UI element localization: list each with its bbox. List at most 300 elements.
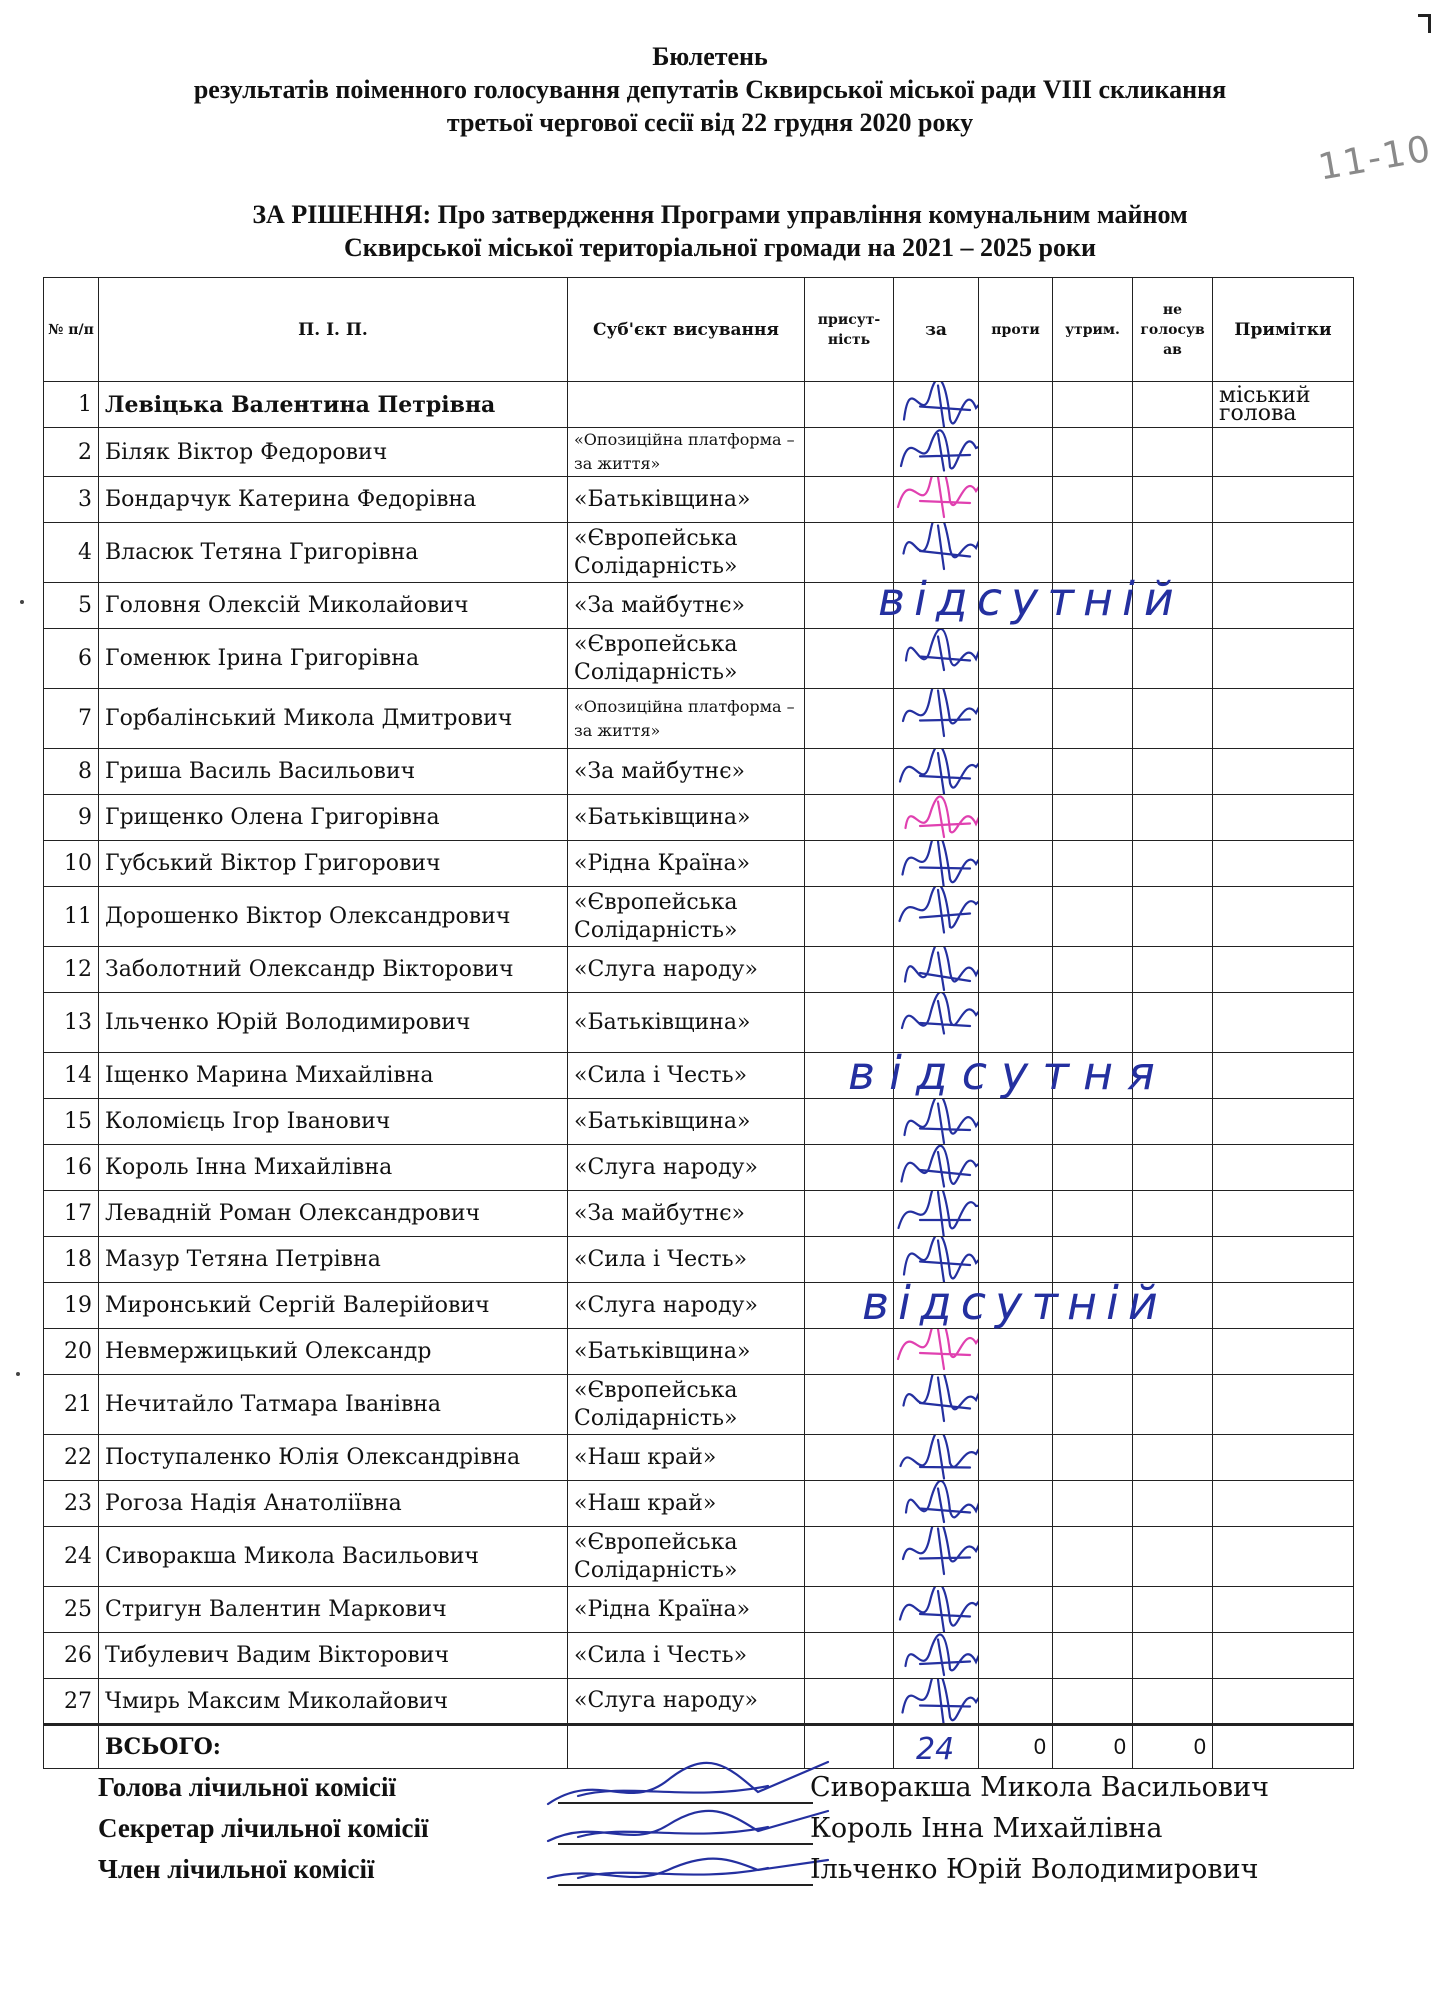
note-cell	[1213, 629, 1354, 689]
not-voted-cell	[1133, 749, 1213, 795]
not-voted-cell	[1133, 795, 1213, 841]
deputy-name: Грищенко Олена Григорівна	[99, 795, 568, 841]
signature-scribble	[894, 1375, 979, 1434]
row-number: 8	[44, 749, 99, 795]
vote-against-cell	[979, 887, 1053, 947]
total-notes-cell	[1213, 1725, 1354, 1769]
signature-scribble	[894, 382, 979, 428]
nominating-party: «Європейська Солідарність»	[568, 1527, 805, 1587]
not-voted-cell	[1133, 887, 1213, 947]
vote-for-cell	[894, 1587, 979, 1633]
absent-mark-row-14: відсутня	[848, 1046, 1169, 1100]
row-number: 21	[44, 1375, 99, 1435]
nominating-party: «Батьківщина»	[568, 477, 805, 523]
not-voted-cell	[1133, 1527, 1213, 1587]
not-voted-cell	[1133, 947, 1213, 993]
total-notvoted-value: 0	[1133, 1725, 1213, 1769]
vote-for-cell	[894, 477, 979, 523]
row-number: 15	[44, 1099, 99, 1145]
col-abstain-header: утрим.	[1053, 278, 1133, 382]
nominating-party: «Рідна Країна»	[568, 1587, 805, 1633]
table-row	[44, 1191, 1354, 1237]
note-cell	[1213, 1237, 1354, 1283]
note-cell	[1213, 749, 1354, 795]
note-cell	[1213, 1145, 1354, 1191]
nominating-party: «Сила і Честь»	[568, 1237, 805, 1283]
vote-against-cell	[979, 1481, 1053, 1527]
vote-against-cell	[979, 1527, 1053, 1587]
table-row	[44, 1099, 1354, 1145]
row-number: 13	[44, 993, 99, 1053]
row-number: 12	[44, 947, 99, 993]
table-row	[44, 1375, 1354, 1435]
vote-for-cell	[894, 1329, 979, 1375]
table-row	[44, 477, 1354, 523]
present-cell	[805, 1633, 894, 1679]
row-number: 26	[44, 1633, 99, 1679]
table-row	[44, 1633, 1354, 1679]
commission-member-name: Ільченко Юрій Володимирович	[810, 1854, 1259, 1885]
row-number: 10	[44, 841, 99, 887]
row-number: 17	[44, 1191, 99, 1237]
present-cell	[805, 1481, 894, 1527]
deputy-name: Поступаленко Юлія Олександрівна	[99, 1435, 568, 1481]
vote-against-cell	[979, 841, 1053, 887]
total-for-value: 24	[916, 1732, 955, 1767]
commission-role: Член лічильної комісії	[98, 1854, 375, 1884]
deputy-name: Стригун Валентин Маркович	[99, 1587, 568, 1633]
row-number: 23	[44, 1481, 99, 1527]
vote-against-cell	[979, 993, 1053, 1053]
table-row	[44, 428, 1354, 477]
decision-line-2: Сквирської міської територіальної громади на 2021 – 2025 роки	[344, 233, 1096, 262]
vote-for-cell	[894, 1633, 979, 1679]
signature-scribble	[894, 1435, 979, 1481]
bulletin-title: Бюлетень	[652, 42, 768, 71]
nominating-party: «Рідна Країна»	[568, 841, 805, 887]
deputy-name: Сиворакша Микола Васильович	[99, 1527, 568, 1587]
deputy-name: Дорошенко Віктор Олександрович	[99, 887, 568, 947]
row-number: 6	[44, 629, 99, 689]
nominating-party: «Батьківщина»	[568, 1099, 805, 1145]
vote-abstain-cell	[1053, 795, 1133, 841]
note-cell	[1213, 583, 1354, 629]
signature-scribble	[894, 477, 979, 523]
commission-signature	[538, 1834, 838, 1898]
table-row	[44, 841, 1354, 887]
nominating-party: «Сила і Честь»	[568, 1053, 805, 1099]
signature-scribble	[894, 1633, 979, 1679]
table-row	[44, 887, 1354, 947]
row-number: 1	[44, 382, 99, 428]
table-row	[44, 382, 1354, 428]
note-cell	[1213, 523, 1354, 583]
nominating-party: «Слуга народу»	[568, 1283, 805, 1329]
note-cell	[1213, 1191, 1354, 1237]
deputy-name: Заболотний Олександр Вікторович	[99, 947, 568, 993]
note-cell	[1213, 947, 1354, 993]
table-row	[44, 629, 1354, 689]
deputy-name: Власюк Тетяна Григорівна	[99, 523, 568, 583]
vote-against-cell	[979, 1679, 1053, 1725]
col-party-header: Суб'єкт висування	[568, 278, 805, 382]
vote-against-cell	[979, 1435, 1053, 1481]
deputy-name: Біляк Віктор Федорович	[99, 428, 568, 477]
present-cell	[805, 1527, 894, 1587]
not-voted-cell	[1133, 1481, 1213, 1527]
nominating-party: «Європейська Солідарність»	[568, 1375, 805, 1435]
vote-for-cell	[894, 1191, 979, 1237]
row-number: 24	[44, 1527, 99, 1587]
vote-abstain-cell	[1053, 1435, 1133, 1481]
vote-abstain-cell	[1053, 1099, 1133, 1145]
vote-abstain-cell	[1053, 689, 1133, 749]
note-cell	[1213, 1633, 1354, 1679]
nominating-party: «Європейська Солідарність»	[568, 629, 805, 689]
note-cell	[1213, 1435, 1354, 1481]
vote-abstain-cell	[1053, 1633, 1133, 1679]
vote-for-cell	[894, 993, 979, 1053]
vote-abstain-cell	[1053, 993, 1133, 1053]
row-number: 22	[44, 1435, 99, 1481]
absent-mark-row-5: відсутній	[878, 572, 1183, 626]
present-cell	[805, 1679, 894, 1725]
nominating-party	[568, 382, 805, 428]
vote-against-cell	[979, 795, 1053, 841]
present-cell	[805, 1587, 894, 1633]
signature-scribble	[894, 749, 979, 795]
vote-abstain-cell	[1053, 1145, 1133, 1191]
vote-for-cell	[894, 629, 979, 689]
deputy-name: Миронський Сергій Валерійович	[99, 1283, 568, 1329]
deputy-name: Нечитайло Татмара Іванівна	[99, 1375, 568, 1435]
signature-scribble	[894, 1145, 979, 1191]
row-number: 2	[44, 428, 99, 477]
note-cell	[1213, 1481, 1354, 1527]
signature-scribble	[894, 1191, 979, 1237]
vote-abstain-cell	[1053, 947, 1133, 993]
note-cell	[1213, 1587, 1354, 1633]
not-voted-cell	[1133, 1587, 1213, 1633]
table-row	[44, 1329, 1354, 1375]
vote-for-cell	[894, 887, 979, 947]
deputy-name: Тибулевич Вадим Вікторович	[99, 1633, 568, 1679]
row-number: 20	[44, 1329, 99, 1375]
not-voted-cell	[1133, 841, 1213, 887]
col-num-header: № п/п	[44, 278, 99, 382]
vote-against-cell	[979, 1375, 1053, 1435]
not-voted-cell	[1133, 1435, 1213, 1481]
vote-for-cell	[894, 1375, 979, 1435]
speck	[20, 600, 24, 604]
row-number: 3	[44, 477, 99, 523]
nominating-party: «Батьківщина»	[568, 993, 805, 1053]
vote-abstain-cell	[1053, 1329, 1133, 1375]
vote-against-cell	[979, 689, 1053, 749]
signature-scribble	[894, 947, 979, 993]
bulletin-header	[40, 40, 1380, 139]
deputy-name: Невмержицький Олександр	[99, 1329, 568, 1375]
vote-abstain-cell	[1053, 428, 1133, 477]
note-cell	[1213, 1329, 1354, 1375]
vote-against-cell	[979, 1329, 1053, 1375]
vote-for-cell	[894, 947, 979, 993]
nominating-party: «За майбутнє»	[568, 1191, 805, 1237]
present-cell	[805, 947, 894, 993]
present-cell	[805, 887, 894, 947]
total-against-value: 0	[979, 1725, 1053, 1769]
note-cell	[1213, 428, 1354, 477]
nominating-party: «Опозиційна платформа – за життя»	[568, 689, 805, 749]
signature-scribble	[894, 1679, 979, 1725]
row-number: 27	[44, 1679, 99, 1725]
not-voted-cell	[1133, 1375, 1213, 1435]
deputy-name: Ільченко Юрій Володимирович	[99, 993, 568, 1053]
vote-for-cell	[894, 1481, 979, 1527]
deputy-name: Левіцька Валентина Петрівна	[99, 382, 568, 428]
voting-table	[43, 277, 1354, 1769]
note-cell	[1213, 1283, 1354, 1329]
vote-abstain-cell	[1053, 382, 1133, 428]
commission-role: Секретар лічильної комісії	[98, 1813, 429, 1843]
vote-against-cell	[979, 382, 1053, 428]
not-voted-cell	[1133, 1679, 1213, 1725]
total-label: ВСЬОГО:	[99, 1725, 568, 1769]
present-cell	[805, 1099, 894, 1145]
deputy-name: Чмирь Максим Миколайович	[99, 1679, 568, 1725]
vote-for-cell	[894, 795, 979, 841]
deputy-name: Король Інна Михайлівна	[99, 1145, 568, 1191]
present-cell	[805, 1435, 894, 1481]
nominating-party: «За майбутнє»	[568, 583, 805, 629]
speck	[16, 1372, 20, 1376]
not-voted-cell	[1133, 1099, 1213, 1145]
vote-for-cell	[894, 689, 979, 749]
deputy-name: Рогоза Надія Анатоліївна	[99, 1481, 568, 1527]
nominating-party: «Європейська Солідарність»	[568, 887, 805, 947]
commission-role: Голова лічильної комісії	[98, 1772, 396, 1802]
vote-for-cell	[894, 1145, 979, 1191]
vote-for-cell	[894, 749, 979, 795]
vote-against-cell	[979, 1587, 1053, 1633]
vote-against-cell	[979, 477, 1053, 523]
note-cell	[1213, 795, 1354, 841]
signature-scribble	[894, 795, 979, 841]
table-row	[44, 795, 1354, 841]
present-cell	[805, 629, 894, 689]
note-cell	[1213, 841, 1354, 887]
nominating-party: «Слуга народу»	[568, 947, 805, 993]
nominating-party: «Слуга народу»	[568, 1679, 805, 1725]
commission-signatures	[98, 1768, 1318, 1891]
vote-abstain-cell	[1053, 629, 1133, 689]
nominating-party: «Слуга народу»	[568, 1145, 805, 1191]
header-row	[44, 278, 1354, 382]
present-cell	[805, 993, 894, 1053]
commission-member-row	[98, 1850, 1318, 1891]
signature-scribble	[894, 1329, 979, 1375]
col-notes-header: Примітки	[1213, 278, 1354, 382]
col-notvoted-header: не голосув ав	[1133, 278, 1213, 382]
present-cell	[805, 1145, 894, 1191]
handwritten-note: 11-10	[1315, 128, 1436, 189]
nominating-party: «Наш край»	[568, 1435, 805, 1481]
deputy-name: Левадній Роман Олександрович	[99, 1191, 568, 1237]
not-voted-cell	[1133, 1329, 1213, 1375]
present-cell	[805, 749, 894, 795]
vote-for-cell	[894, 841, 979, 887]
vote-for-cell	[894, 382, 979, 428]
total-for-cell	[894, 1725, 979, 1769]
commission-member-name: Сиворакша Микола Васильович	[810, 1772, 1269, 1803]
signature-scribble	[894, 1587, 979, 1633]
row-number: 19	[44, 1283, 99, 1329]
present-cell	[805, 841, 894, 887]
row-number: 18	[44, 1237, 99, 1283]
note-cell: міський голова	[1213, 382, 1354, 428]
present-cell	[805, 795, 894, 841]
vote-abstain-cell	[1053, 749, 1133, 795]
signature-scribble	[894, 1481, 979, 1527]
absent-mark-row-19: відсутній	[862, 1276, 1167, 1330]
vote-against-cell	[979, 428, 1053, 477]
nominating-party: «Наш край»	[568, 1481, 805, 1527]
vote-abstain-cell	[1053, 1679, 1133, 1725]
not-voted-cell	[1133, 993, 1213, 1053]
signature-scribble	[894, 1527, 979, 1586]
deputy-name: Губський Віктор Григорович	[99, 841, 568, 887]
vote-abstain-cell	[1053, 1527, 1133, 1587]
row-number: 7	[44, 689, 99, 749]
row-number: 5	[44, 583, 99, 629]
row-number: 16	[44, 1145, 99, 1191]
table-row	[44, 1527, 1354, 1587]
signature-scribble	[894, 841, 979, 887]
row-number: 4	[44, 523, 99, 583]
deputy-name: Головня Олексій Миколайович	[99, 583, 568, 629]
present-cell	[805, 382, 894, 428]
corner-mark	[1418, 14, 1431, 33]
vote-against-cell	[979, 1191, 1053, 1237]
deputy-name: Бондарчук Катерина Федорівна	[99, 477, 568, 523]
deputy-name: Мазур Тетяна Петрівна	[99, 1237, 568, 1283]
vote-abstain-cell	[1053, 1587, 1133, 1633]
present-cell	[805, 689, 894, 749]
note-cell	[1213, 993, 1354, 1053]
total-abstain-value: 0	[1053, 1725, 1133, 1769]
table-row	[44, 993, 1354, 1053]
decision-line-1: ЗА РІШЕННЯ: Про затвердження Програми управління комунальним майном	[252, 200, 1188, 229]
not-voted-cell	[1133, 382, 1213, 428]
col-present-header: присут-ність	[805, 278, 894, 382]
vote-abstain-cell	[1053, 1375, 1133, 1435]
vote-against-cell	[979, 1099, 1053, 1145]
not-voted-cell	[1133, 428, 1213, 477]
signature-scribble	[894, 1099, 979, 1145]
vote-abstain-cell	[1053, 1191, 1133, 1237]
col-name-header: П. І. П.	[99, 278, 568, 382]
nominating-party: «Опозиційна платформа – за життя»	[568, 428, 805, 477]
vote-abstain-cell	[1053, 1481, 1133, 1527]
row-number: 25	[44, 1587, 99, 1633]
present-cell	[805, 428, 894, 477]
note-cell	[1213, 1527, 1354, 1587]
table-row	[44, 1587, 1354, 1633]
table-row	[44, 1145, 1354, 1191]
note-cell	[1213, 887, 1354, 947]
vote-for-cell	[894, 428, 979, 477]
col-against-header: проти	[979, 278, 1053, 382]
present-cell	[805, 1329, 894, 1375]
not-voted-cell	[1133, 1633, 1213, 1679]
not-voted-cell	[1133, 1145, 1213, 1191]
note-cell	[1213, 477, 1354, 523]
vote-against-cell	[979, 1145, 1053, 1191]
table-row	[44, 1679, 1354, 1725]
present-cell	[805, 477, 894, 523]
vote-for-cell	[894, 1527, 979, 1587]
session-date: третьої чергової сесії від 22 грудня 2020 року	[446, 108, 974, 137]
vote-abstain-cell	[1053, 477, 1133, 523]
note-cell	[1213, 689, 1354, 749]
nominating-party: «Європейська Солідарність»	[568, 523, 805, 583]
table-row	[44, 689, 1354, 749]
row-number: 14	[44, 1053, 99, 1099]
deputy-name: Гоменюк Ірина Григорівна	[99, 629, 568, 689]
not-voted-cell	[1133, 689, 1213, 749]
nominating-party: «Батьківщина»	[568, 1329, 805, 1375]
nominating-party: «Сила і Честь»	[568, 1633, 805, 1679]
nominating-party: «Батьківщина»	[568, 795, 805, 841]
note-cell	[1213, 1375, 1354, 1435]
not-voted-cell	[1133, 629, 1213, 689]
deputy-name: Іщенко Марина Михайлівна	[99, 1053, 568, 1099]
note-cell	[1213, 1099, 1354, 1145]
commission-member-name: Король Інна Михайлівна	[810, 1813, 1163, 1844]
vote-for-cell	[894, 1099, 979, 1145]
vote-against-cell	[979, 629, 1053, 689]
row-number: 11	[44, 887, 99, 947]
vote-against-cell	[979, 749, 1053, 795]
signature-scribble	[894, 887, 979, 946]
table-row	[44, 1481, 1354, 1527]
not-voted-cell	[1133, 477, 1213, 523]
signature-scribble	[894, 689, 979, 748]
present-cell	[805, 1191, 894, 1237]
bulletin-subtitle: результатів поіменного голосування депутатів Сквирської міської ради VIII скликання	[193, 75, 1227, 104]
decision-title	[60, 198, 1380, 264]
vote-for-cell	[894, 1679, 979, 1725]
deputy-name: Горбалінський Микола Дмитрович	[99, 689, 568, 749]
note-cell	[1213, 1053, 1354, 1099]
vote-abstain-cell	[1053, 841, 1133, 887]
vote-for-cell	[894, 1435, 979, 1481]
table-row	[44, 749, 1354, 795]
signature-scribble	[894, 993, 979, 1052]
deputy-name: Гриша Василь Васильович	[99, 749, 568, 795]
col-for-header: за	[894, 278, 979, 382]
not-voted-cell	[1133, 1191, 1213, 1237]
table-row	[44, 947, 1354, 993]
note-cell	[1213, 1679, 1354, 1725]
nominating-party: «За майбутнє»	[568, 749, 805, 795]
deputy-name: Коломієць Ігор Іванович	[99, 1099, 568, 1145]
vote-against-cell	[979, 947, 1053, 993]
vote-against-cell	[979, 1633, 1053, 1679]
row-number: 9	[44, 795, 99, 841]
vote-abstain-cell	[1053, 887, 1133, 947]
table-row	[44, 1435, 1354, 1481]
